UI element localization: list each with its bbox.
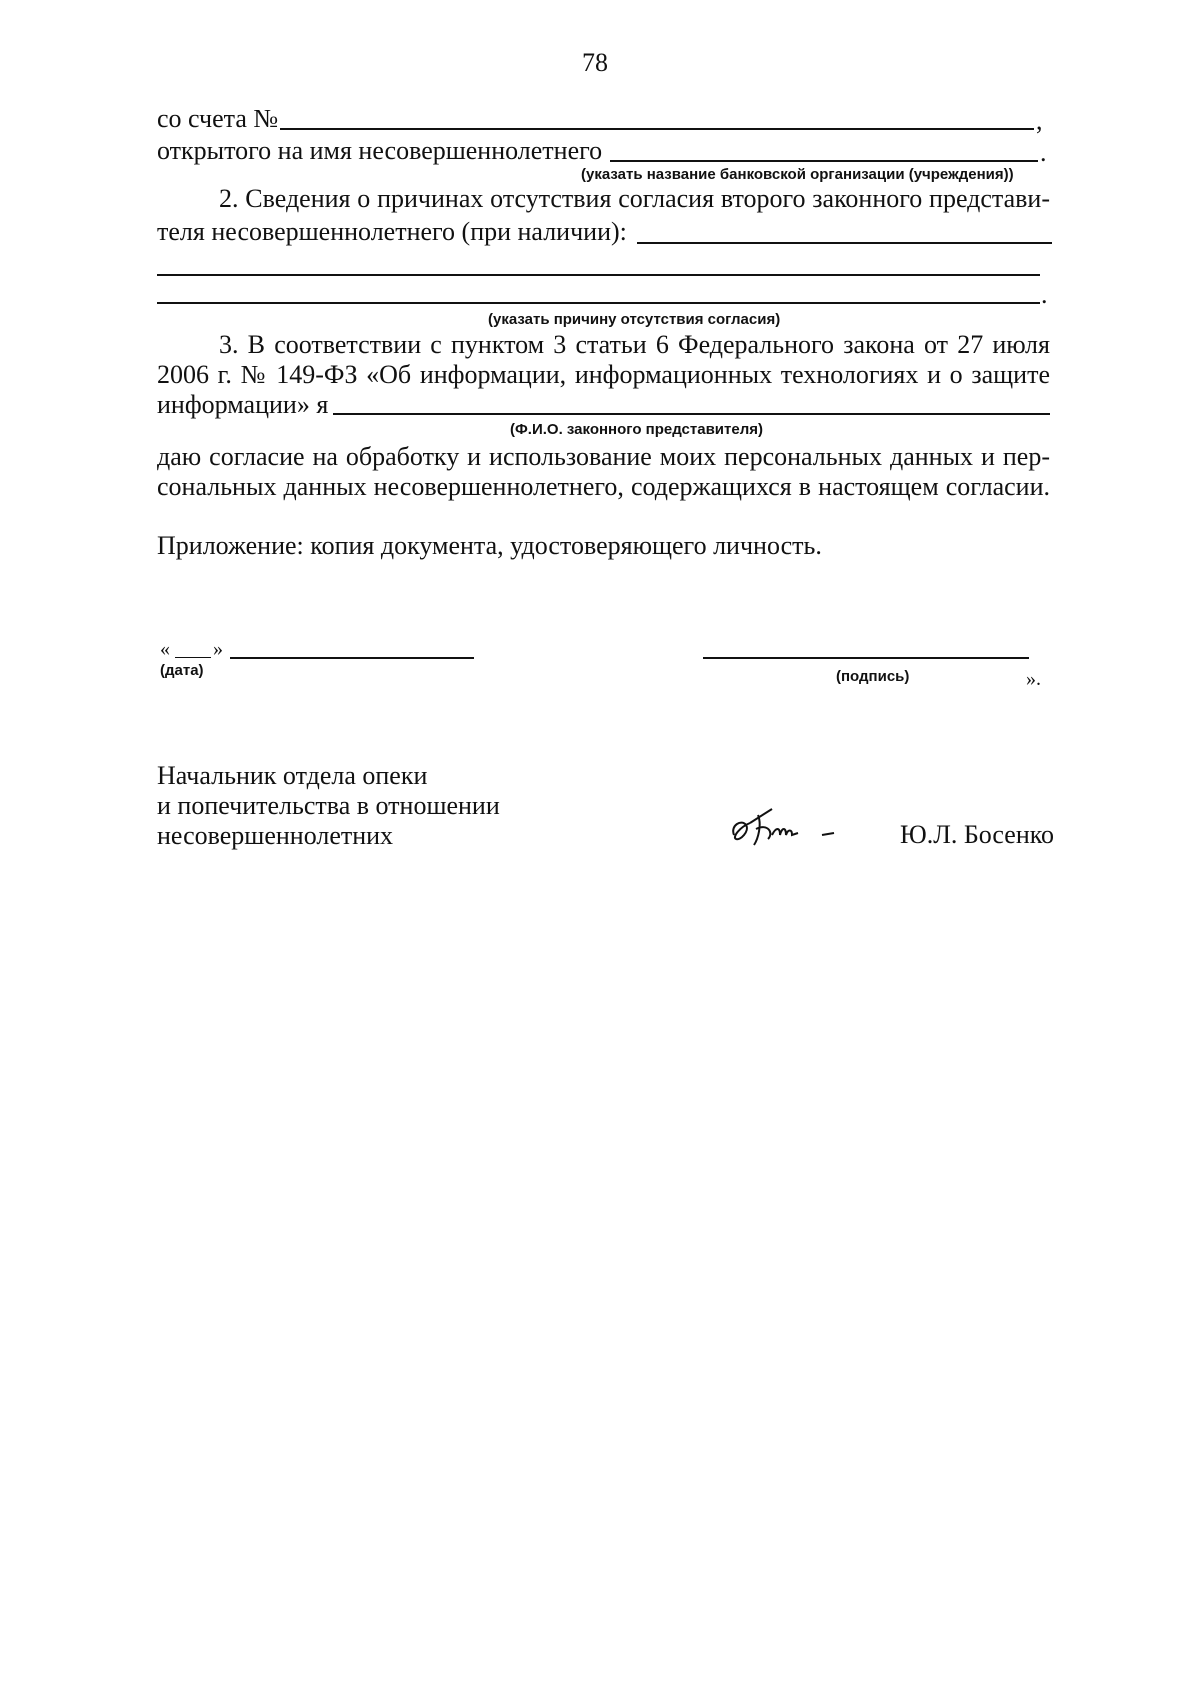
date-open-quote: « bbox=[160, 638, 170, 660]
section2-line1: 2. Сведения о причинах отсутствия согласия второго законного представи- bbox=[219, 184, 1050, 213]
opened-label: открытого на имя несовершеннолетнего bbox=[157, 136, 603, 165]
section3-line1: 3. В соответствии с пунктом 3 статьи 6 Федерального закона от 27 июля bbox=[219, 330, 1050, 359]
section2-line2: теля несовершеннолетнего (при наличии): bbox=[157, 217, 627, 246]
date-close-quote: » bbox=[213, 638, 223, 660]
bank-name-field[interactable] bbox=[610, 160, 1038, 162]
page-number: 78 bbox=[582, 48, 608, 77]
bank-field-dot: . bbox=[1040, 138, 1047, 167]
date-month-year-field[interactable] bbox=[230, 657, 474, 659]
fio-field[interactable] bbox=[333, 413, 1050, 415]
reason-field-3[interactable] bbox=[157, 302, 1040, 304]
appendix: Приложение: копия документа, удостоверяющего личность. bbox=[157, 531, 822, 560]
section3-line5: сональных данных несовершеннолетнего, содержащихся в настоящем согласии. bbox=[157, 472, 1050, 501]
section3-line4: даю согласие на обработку и использование моих персональных данных и пер- bbox=[157, 442, 1050, 471]
official-title-line2: и попечительства в отношении bbox=[157, 791, 500, 820]
date-day-field[interactable] bbox=[175, 657, 211, 658]
account-comma: , bbox=[1036, 106, 1043, 135]
signature-field[interactable] bbox=[703, 657, 1029, 659]
section3-line2: 2006 г. № 149-ФЗ «Об информации, информационных технологиях и о защите bbox=[157, 360, 1050, 389]
bank-hint: (указать название банковской организации (учреждения)) bbox=[581, 166, 1014, 183]
reason-end-dot: . bbox=[1041, 280, 1048, 309]
reason-field-1[interactable] bbox=[637, 242, 1052, 244]
signature-end-mark: ». bbox=[1026, 668, 1041, 690]
handwritten-signature bbox=[728, 805, 848, 851]
official-name: Ю.Л. Босенко bbox=[900, 820, 1055, 849]
reason-hint: (указать причину отсутствия согласия) bbox=[488, 311, 781, 328]
account-number-field[interactable] bbox=[280, 128, 1034, 130]
official-title-line3: несовершеннолетних bbox=[157, 821, 394, 850]
from-account-label: со счета № bbox=[157, 104, 279, 133]
official-title-line1: Начальник отдела опеки bbox=[157, 761, 428, 790]
section3-line3: информации» я bbox=[157, 390, 329, 419]
date-label: (дата) bbox=[160, 662, 204, 679]
fio-hint: (Ф.И.О. законного представителя) bbox=[510, 421, 763, 438]
signature-label: (подпись) bbox=[836, 668, 910, 685]
reason-field-2[interactable] bbox=[157, 274, 1040, 276]
